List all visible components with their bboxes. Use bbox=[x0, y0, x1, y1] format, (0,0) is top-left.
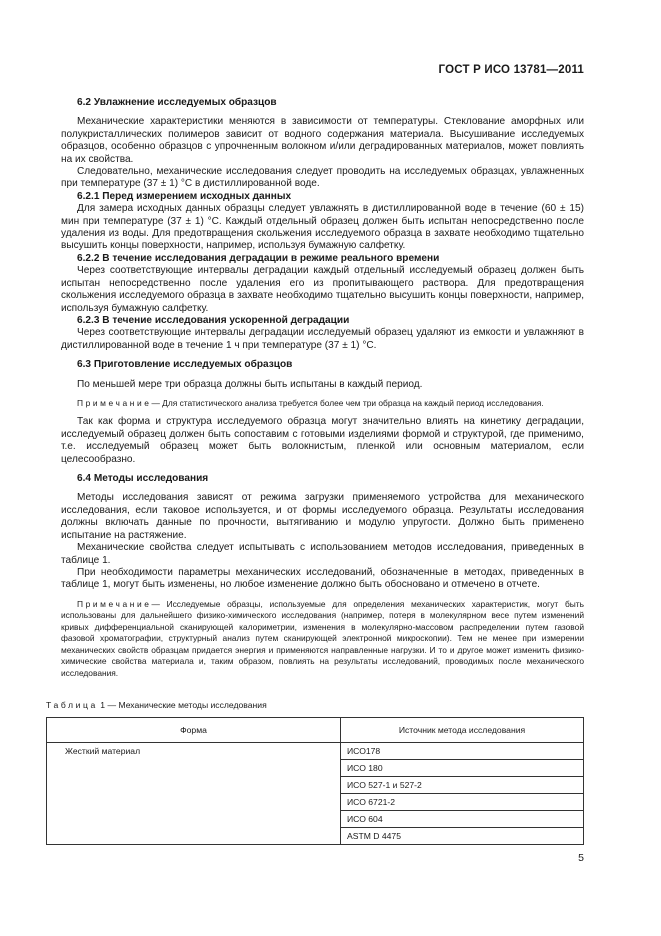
section-6-3-paragraph-2: Так как форма и структура исследуемого образца могут значительно влиять на кинетику деградации, исследуемый образец должен быть сопоставим с готовыми изделиями формой и структурой, где применимо, т.е. исследуемый образец может быть волокнистым, пленкой или основным материалом, если целесообразно. bbox=[61, 416, 584, 465]
source-cell: ИСО 180 bbox=[341, 760, 584, 777]
section-6-4-paragraph-3: При необходимости параметры механических исследований, обозначенные в методах, приведенных в таблице 1, могут быть изменены, но любое изменение должно быть обосновано и отмечено в отчете. bbox=[61, 566, 584, 591]
table-row bbox=[47, 743, 584, 760]
table-caption-label: Таблица bbox=[46, 700, 98, 710]
section-6-3-title: 6.3 Приготовление исследуемых образцов bbox=[77, 359, 293, 371]
section-6-3-note bbox=[61, 398, 584, 410]
source-cell: ИСО178 bbox=[341, 743, 584, 760]
column-header-source: Источник метода исследования bbox=[341, 718, 584, 743]
note-label: Примечание bbox=[77, 397, 152, 408]
document-header: ГОСТ Р ИСО 13781—2011 bbox=[438, 64, 584, 76]
section-6-2-title: 6.2 Увлажнение исследуемых образцов bbox=[77, 97, 277, 108]
section-6-2-2-title: 6.2.2 В течение исследования деградации в режиме реального времени bbox=[77, 252, 440, 264]
section-6-2-2-paragraph: Через соответствующие интервалы деградации каждый отдельный исследуемый образец должен быть испытан непосредственно после удаления его из пропитывающего раствора. Для предотвращения скольжения исследуемого образца в захвате необходимо тщательно высушить концы поверхности, например, используя бумажную салфетку. bbox=[61, 265, 584, 314]
note-label: Примечание bbox=[77, 598, 152, 609]
source-cell: ИСО 604 bbox=[341, 811, 584, 828]
note-text: — Исследуемые образцы, используемые для определения механических характеристик, могут быть использованы для дальнейшего физико-химического исследования (например, потеря в молекулярном весе путем изменений кривых дифференциальной сканирующей калориметрии, изменения в молекулярно-массовом распределении путем газовой фазовой хроматографии, структурный анализ путем сканирующей электронной микроскопии). Тем не менее при измерении механических свойств образцам придается энергия и применяются направленные нагрузки. И то и другое может изменить физико-химические свойства материала и, таким образом, повлиять на результаты исследований, проводимых после механического исследования. bbox=[61, 598, 584, 678]
section-6-4-note bbox=[61, 599, 584, 680]
section-6-2-paragraph-1: Механические характеристики меняются в зависимости от температуры. Стеклование аморфных или полукристаллических полимеров зависит от водного содержания материала. Высушивание исследуемых образцов, особенно образцов с упрочненным волокном и/или деградированных материалов, может повлиять на их свойства. bbox=[61, 116, 584, 165]
section-6-2-1-paragraph: Для замера исходных данных образцы следует увлажнять в дистиллированной воде в течение (60 ± 15) мин при температуре (37 ± 1) °С. Каждый отдельный образец должен быть испытан непосредственно после удаления из воды. Для предотвращения скольжения исследуемого образца в захвате необходимо тщательно высушить концы поверхности, например, используя бумажную салфетку. bbox=[61, 203, 584, 252]
section-6-4-title: 6.4 Методы исследования bbox=[77, 473, 209, 485]
section-6-2-1-title: 6.2.1 Перед измерением исходных данных bbox=[77, 190, 292, 202]
source-cell: ASTM D 4475 bbox=[341, 828, 584, 845]
document-body bbox=[61, 95, 584, 679]
page-number: 5 bbox=[578, 852, 584, 864]
column-header-form: Форма bbox=[47, 718, 341, 743]
note-text: — Для статистического анализа требуется более чем три образца на каждый период исследования. bbox=[151, 397, 544, 408]
table-caption-text: 1 — Механические методы исследования bbox=[100, 700, 267, 710]
source-cell: ИСО 6721-2 bbox=[341, 794, 584, 811]
section-6-4-paragraph-2: Механические свойства следует испытывать с использованием методов исследования, приведенных в таблице 1. bbox=[61, 542, 584, 566]
form-cell: Жесткий материал bbox=[47, 743, 341, 845]
source-cell: ИСО 527-1 и 527-2 bbox=[341, 777, 584, 794]
section-6-2-paragraph-2: Следовательно, механические исследования следует проводить на исследуемых образцах, увлажненных при температуре (37 ± 1) °С в дистиллированной воде. bbox=[61, 166, 584, 190]
section-6-2-3-paragraph: Через соответствующие интервалы деградации исследуемый образец удаляют из емкости и увлажняют в дистиллированной воде в течение 1 ч при температуре (37 ± 1) °С. bbox=[61, 327, 584, 351]
table-header-row bbox=[47, 718, 584, 743]
section-6-4-paragraph-1: Методы исследования зависят от режима загрузки применяемого устройства для механического исследования, если таковое используется, и от формы исследуемого образца. Результаты исследования должны включать данные по прочности, вытягиванию и модулю упругости. Должно быть применено испытание на растяжение. bbox=[61, 492, 584, 541]
methods-table bbox=[46, 717, 584, 845]
section-6-2-3-title: 6.2.3 В течение исследования ускоренной деградации bbox=[77, 314, 350, 326]
section-6-3-paragraph-1: По меньшей мере три образца должны быть испытаны в каждый период. bbox=[77, 378, 423, 390]
table-caption bbox=[46, 700, 267, 710]
